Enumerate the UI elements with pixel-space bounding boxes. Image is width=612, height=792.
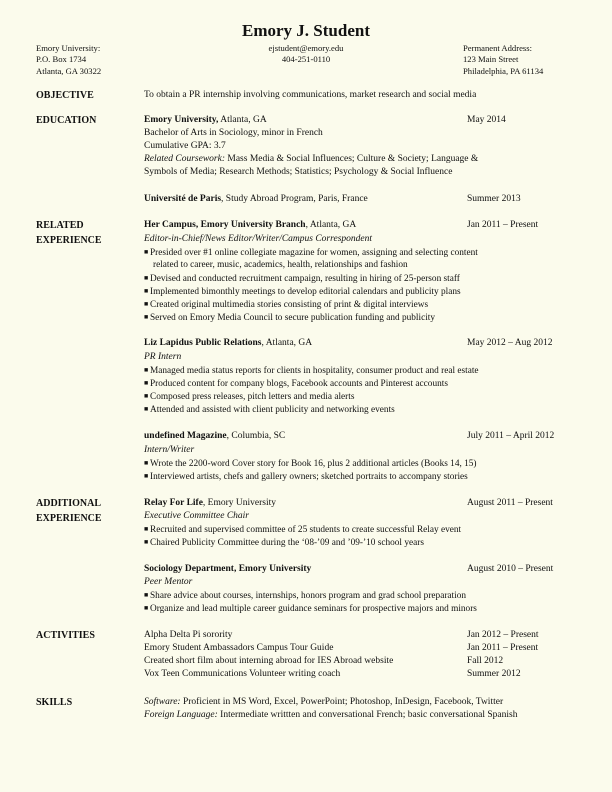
education-paris-date: Summer 2013 — [467, 194, 521, 204]
section-title-additional: ADDITIONAL EXPERIENCE — [36, 498, 102, 524]
job-undefined-magazine-role: Intern/Writer — [144, 445, 195, 455]
job-undefined-magazine-date: July 2011 – April 2012 — [467, 431, 555, 441]
list-item: ■ Created original multimedia stories consisting of print & digital interviews — [144, 300, 429, 310]
list-item: ■ Managed media status reports for clients in hospitality, consumer product and real estate — [144, 366, 479, 376]
section-title-skills: SKILLS — [36, 697, 73, 708]
skills-software: Software: Proficient in MS Word, Excel, PowerPoint; Photoshop, InDesign, Facebook, Twitter — [144, 697, 504, 707]
activity-date: Jan 2012 – Present — [467, 630, 539, 640]
list-item: ■ Presided over #1 online collegiate magazine for women, assigning and selecting content — [144, 248, 478, 258]
skills-language: Foreign Language: Intermediate writtten and conversational French; basic conversational Spanish — [144, 710, 518, 720]
phone: 404-251-0110 — [281, 54, 331, 65]
school-address: Emory University: P.O. Box 1734 Atlanta, GA 30322 — [36, 43, 102, 76]
section-title-related: RELATED EXPERIENCE — [36, 220, 102, 246]
list-item: ■ Recruited and supervised committee of 25 students to create successful Relay event — [144, 525, 462, 535]
list-item: ■ Attended and assisted with client publicity and networking events — [144, 405, 395, 415]
education-school-paris: Université de Paris, Study Abroad Program, Paris, France — [144, 194, 368, 204]
job-liz-lapidus-date: May 2012 – Aug 2012 — [467, 338, 553, 348]
activity-date: Fall 2012 — [467, 656, 504, 666]
list-item: ■ Interviewed artists, chefs and gallery owners; sketched portraits to accompany stories — [144, 472, 468, 482]
activity-item: Alpha Delta Pi sorority — [144, 630, 233, 640]
education-degree: Bachelor of Arts in Sociology, minor in French — [144, 128, 323, 138]
job-sociology-dept: Sociology Department, Emory University — [144, 564, 312, 574]
education-school-emory: Emory University, Atlanta, GA — [144, 115, 267, 125]
email: ejstudent@emory.edu — [268, 43, 344, 53]
section-title-education: EDUCATION — [36, 115, 97, 126]
list-item: ■ Served on Emory Media Council to secure publication funding and publicity — [144, 313, 436, 323]
job-relay-role: Executive Committee Chair — [144, 511, 249, 521]
education-coursework-cont: Symbols of Media; Research Methods; Statistics; Psychology & Social Influence — [144, 167, 453, 177]
list-item: ■ Share advice about courses, internships, honors program and grad school preparation — [144, 591, 467, 601]
section-title-activities: ACTIVITIES — [36, 630, 95, 641]
list-item-cont: related to career, music, academics, health, relationships and fashion — [153, 260, 408, 270]
list-item: ■ Implemented bimonthly meetings to develop editorial calendars and publicity plans — [144, 287, 461, 297]
resume-name: Emory J. Student — [242, 21, 370, 40]
list-item: ■ Chaired Publicity Committee during the ‘08-’09 and ’09-’10 school years — [144, 538, 424, 548]
permanent-address: Permanent Address: 123 Main Street Philadelphia, PA 61134 — [463, 43, 544, 76]
job-liz-lapidus: Liz Lapidus Public Relations, Atlanta, GA — [144, 338, 313, 348]
job-relay-for-life: Relay For Life, Emory University — [144, 498, 277, 508]
activity-item: Vox Teen Communications Volunteer writing coach — [144, 669, 341, 679]
job-her-campus-date: Jan 2011 – Present — [467, 220, 539, 230]
education-coursework: Related Coursework: Mass Media & Social Influences; Culture & Society; Language & — [144, 154, 479, 164]
job-her-campus: Her Campus, Emory University Branch, Atlanta, GA — [144, 220, 357, 230]
job-liz-lapidus-role: PR Intern — [144, 352, 182, 362]
activity-item: Emory Student Ambassadors Campus Tour Guide — [144, 643, 334, 653]
job-sociology-date: August 2010 – Present — [467, 564, 554, 574]
education-gpa: Cumulative GPA: 3.7 — [144, 141, 226, 151]
job-undefined-magazine: undefined Magazine, Columbia, SC — [144, 431, 286, 441]
list-item: ■ Composed press releases, pitch letters and media alerts — [144, 392, 355, 402]
list-item: ■ Wrote the 2200-word Cover story for Book 16, plus 2 additional articles (Books 14, 15) — [144, 459, 477, 469]
activity-item: Created short film about interning abroad for IES Abroad website — [144, 656, 394, 666]
activity-date: Jan 2011 – Present — [467, 643, 539, 653]
list-item: ■ Organize and lead multiple career guidance seminars for prospective majors and minors — [144, 604, 477, 614]
section-title-objective: OBJECTIVE — [36, 90, 94, 101]
job-relay-date: August 2011 – Present — [467, 498, 553, 508]
activity-date: Summer 2012 — [467, 669, 521, 679]
education-date: May 2014 — [467, 115, 506, 125]
job-her-campus-role: Editor-in-Chief/News Editor/Writer/Campus Correspondent — [144, 234, 372, 244]
list-item: ■ Devised and conducted recruitment campaign, resulting in hiring of 25-person staff — [144, 274, 460, 284]
objective-text: To obtain a PR internship involving communications, market research and social media — [144, 90, 477, 100]
list-item: ■ Produced content for company blogs, Facebook accounts and Pinterest accounts — [144, 379, 448, 389]
job-sociology-role: Peer Mentor — [144, 577, 193, 587]
